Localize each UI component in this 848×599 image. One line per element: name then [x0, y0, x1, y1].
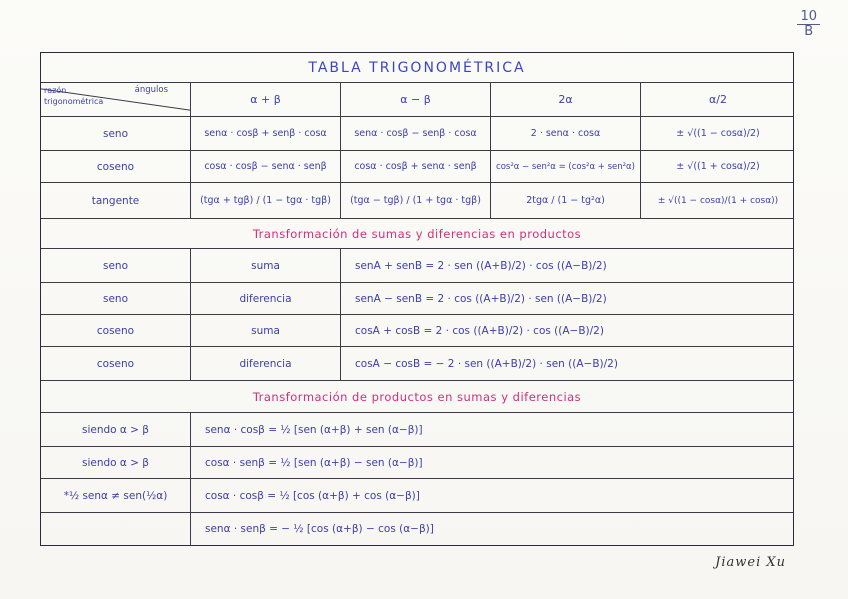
identity-row-coseno [41, 151, 793, 183]
sum-formula: cosα · cosβ − senα · senβ [191, 151, 341, 182]
product-formula: senα · senβ = − ½ [cos (α+β) − cos (α−β)] [205, 523, 434, 535]
signature: Jiawei Xu [715, 555, 786, 570]
sums-row [41, 249, 793, 283]
transform-formula: senA − senB = 2 · cos ((A+B)/2) · sen ((A−B)/2) [355, 292, 607, 305]
header-row [41, 83, 793, 117]
header-trigonometrica-label: trigonométrica [44, 97, 104, 106]
row-label: tangente [41, 183, 191, 218]
product-row [41, 479, 793, 513]
sums-row [41, 347, 793, 381]
half-formula: ± √((1 + cosα)/2) [676, 161, 760, 172]
product-row [41, 413, 793, 447]
half-formula: ± √((1 − cosα)/(1 + cosα)) [657, 195, 779, 206]
header-razon-label: razón [44, 86, 67, 95]
row-label: siendo α > β [41, 447, 191, 478]
diff-formula: cosα · cosβ + senα · senβ [341, 151, 491, 182]
product-formula: senα · cosβ = ½ [sen (α+β) + sen (α−β)] [205, 423, 423, 436]
row-label: seno [41, 283, 191, 314]
half-formula: ± √((1 − cosα)/2) [676, 128, 760, 139]
double-formula: cos²α − sen²α = (cos²α + sen²α) [491, 151, 641, 182]
transform-formula: senA + senB = 2 · sen ((A+B)/2) · cos ((A−B)/2) [355, 259, 607, 272]
header-angulos-label: ángulos [134, 85, 168, 95]
product-row [41, 513, 793, 545]
section-title-sums: Transformación de sumas y diferencias en productos [41, 219, 793, 249]
row-label: coseno [41, 347, 191, 380]
operation-label: diferencia [191, 347, 341, 380]
header-corner-cell [41, 83, 191, 116]
transform-formula: cosA + cosB = 2 · cos ((A+B)/2) · cos ((A−B)/2) [355, 324, 604, 337]
header-sum: α + β [191, 83, 341, 116]
section-title-products: Transformación de productos en sumas y diferencias [41, 381, 793, 413]
row-label [41, 513, 191, 545]
row-label: seno [41, 117, 191, 150]
diff-formula: senα · cosβ − senβ · cosα [341, 117, 491, 150]
page-number [797, 10, 820, 39]
identity-row-seno [41, 117, 793, 151]
double-formula: 2tgα / (1 − tg²α) [491, 183, 641, 218]
row-label: siendo α > β [41, 413, 191, 446]
diff-formula: (tgα − tgβ) / (1 + tgα · tgβ) [341, 183, 491, 218]
trig-table [40, 52, 794, 546]
table-title: TABLA TRIGONOMÉTRICA [41, 53, 793, 83]
sum-formula: (tgα + tgβ) / (1 − tgα · tgβ) [191, 183, 341, 218]
double-formula: 2 · senα · cosα [491, 117, 641, 150]
sums-row [41, 283, 793, 315]
sum-formula: senα · cosβ + senβ · cosα [191, 117, 341, 150]
page-number-denominator: B [804, 24, 814, 39]
operation-label: suma [191, 315, 341, 346]
row-label: *½ senα ≠ sen(½α) [41, 479, 191, 512]
identity-row-tangente [41, 183, 793, 219]
page-number-numerator: 10 [797, 10, 820, 25]
sums-row [41, 315, 793, 347]
transform-formula: cosA − cosB = − 2 · sen ((A+B)/2) · sen ((A−B)/2) [355, 357, 618, 370]
product-formula: cosα · senβ = ½ [sen (α+β) − sen (α−β)] [205, 456, 423, 469]
header-diff: α − β [341, 83, 491, 116]
operation-label: diferencia [191, 283, 341, 314]
product-row [41, 447, 793, 479]
row-label: seno [41, 249, 191, 282]
row-label: coseno [41, 151, 191, 182]
product-formula: cosα · cosβ = ½ [cos (α+β) + cos (α−β)] [205, 489, 420, 502]
operation-label: suma [191, 249, 341, 282]
row-label: coseno [41, 315, 191, 346]
header-half: α/2 [709, 93, 727, 106]
header-double: 2α [491, 83, 641, 116]
